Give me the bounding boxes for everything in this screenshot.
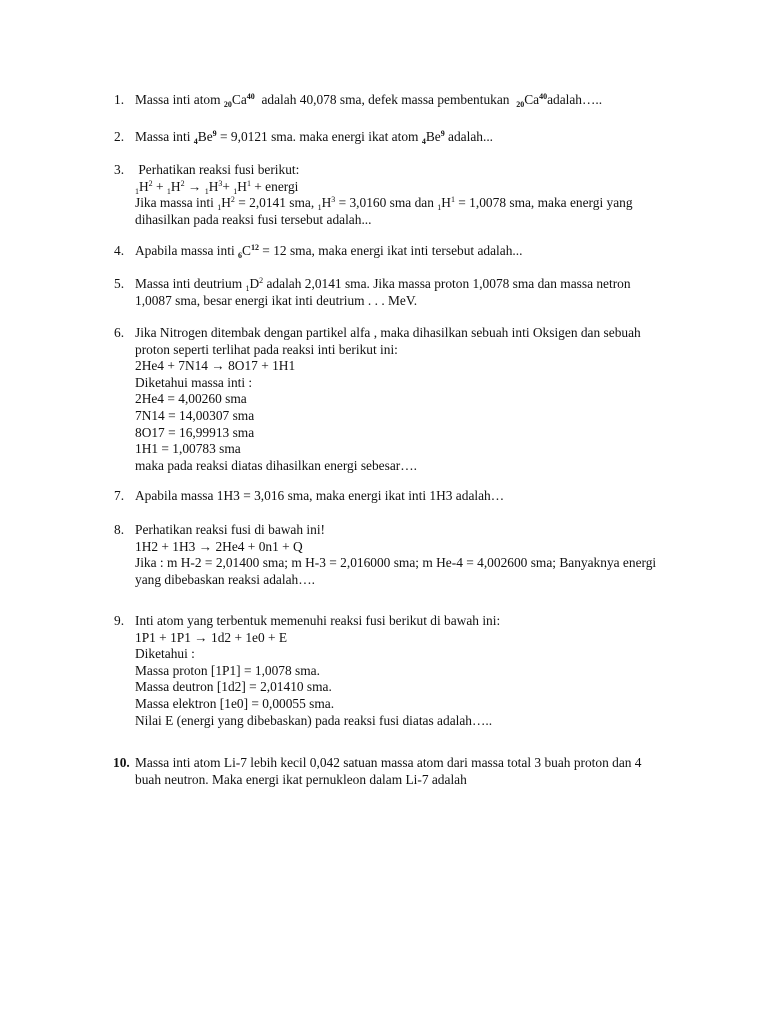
question-5 bbox=[114, 276, 680, 309]
text-run: Massa inti bbox=[135, 129, 194, 144]
text-run: = 3,0160 sma dan bbox=[335, 195, 438, 211]
question-8 bbox=[114, 522, 680, 588]
given-value: 1H1 = 1,00783 sma bbox=[135, 441, 241, 457]
question-number: 7. bbox=[114, 488, 125, 503]
given-value: Massa deutron [1d2] = 2,01410 sma. bbox=[135, 679, 332, 695]
element-symbol: H bbox=[221, 195, 231, 211]
mass-number: 1 bbox=[450, 195, 455, 205]
text-run: adalah 40,078 sma, defek massa pembentukan bbox=[254, 92, 517, 107]
element-symbol: Ca bbox=[231, 92, 247, 107]
question-text: Jika : m H-2 = 2,01400 sma; m H-3 = 2,016000 sma; m He-4 = 4,002600 sma; Banyaknya energi bbox=[135, 555, 657, 571]
text-run: = 12 sma, maka energi ikat inti tersebut adalah... bbox=[258, 243, 523, 258]
mass-number: 9 bbox=[440, 129, 445, 138]
element-symbol: D bbox=[249, 276, 260, 291]
given-value: 7N14 = 14,00307 sma bbox=[135, 407, 255, 423]
text-run: = 1,0078 sma, maka energi yang bbox=[454, 195, 633, 211]
atomic-number: 1 bbox=[233, 186, 238, 196]
mass-number: 2 bbox=[230, 195, 235, 205]
atomic-number: 1 bbox=[245, 284, 250, 293]
atomic-number: 4 bbox=[421, 137, 426, 146]
atomic-number: 1 bbox=[135, 186, 139, 196]
question-7 bbox=[114, 488, 680, 505]
atomic-number: 20 bbox=[223, 100, 232, 109]
question-number: 5. bbox=[114, 276, 125, 291]
reaction-equation: 2He4 + 7N14 → 8O17 + 1H1 bbox=[135, 358, 296, 374]
question-number: 4. bbox=[114, 243, 125, 258]
question-text: Apabila massa 1H3 = 3,016 sma, maka energi ikat inti 1H3 adalah… bbox=[135, 488, 505, 503]
operator: + bbox=[152, 178, 167, 194]
question-text: Nilai E (energi yang dibebaskan) pada reaksi fusi diatas adalah….. bbox=[135, 712, 493, 728]
atomic-number: 4 bbox=[193, 137, 198, 146]
given-value: Massa elektron [1e0] = 0,00055 sma. bbox=[135, 695, 335, 711]
mass-number: 2 bbox=[148, 178, 153, 188]
element-symbol: H bbox=[321, 195, 332, 211]
element-symbol: H bbox=[170, 178, 181, 194]
operator: + bbox=[222, 178, 234, 194]
question-intro: Perhatikan reaksi fusi berikut: bbox=[135, 162, 300, 177]
question-text: maka pada reaksi diatas dihasilkan energi sebesar…. bbox=[135, 457, 417, 473]
element-symbol: Ca bbox=[524, 92, 540, 107]
atomic-number: 20 bbox=[516, 100, 525, 109]
given-value: Massa proton [1P1] = 1,0078 sma. bbox=[135, 662, 320, 678]
element-symbol: H bbox=[139, 178, 149, 194]
text-run: Massa inti atom bbox=[135, 92, 224, 107]
question-text: Perhatikan reaksi fusi di bawah ini! bbox=[135, 522, 326, 537]
question-3 bbox=[114, 162, 680, 228]
mass-number: 1 bbox=[246, 178, 251, 188]
reaction-equation: 1H2 + 1H3 → 2He4 + 0n1 + Q bbox=[135, 538, 303, 554]
question-text: dihasilkan pada reaksi fusi tersebut adalah... bbox=[135, 211, 372, 227]
question-number: 8. bbox=[114, 522, 125, 537]
mass-number: 3 bbox=[331, 195, 336, 205]
mass-number: 40 bbox=[539, 92, 548, 101]
reaction-equation bbox=[135, 179, 680, 196]
mass-number: 2 bbox=[259, 276, 264, 285]
atomic-number: 1 bbox=[217, 203, 222, 213]
question-number: 2. bbox=[114, 129, 125, 144]
question-text: proton seperti terlihat pada reaksi inti berikut ini: bbox=[135, 341, 398, 357]
element-symbol: Be bbox=[197, 129, 213, 144]
given-value: 2He4 = 4,00260 sma bbox=[135, 391, 247, 407]
mass-number: 12 bbox=[250, 243, 259, 252]
mass-number: 3 bbox=[218, 178, 223, 188]
question-number: 9. bbox=[114, 613, 125, 628]
question-9 bbox=[114, 613, 680, 729]
question-text: 1,0087 sma, besar energi ikat inti deutrium . . . MeV. bbox=[135, 292, 418, 308]
atomic-number: 6 bbox=[238, 251, 243, 260]
element-symbol: H bbox=[237, 178, 247, 194]
question-text: Inti atom yang terbentuk memenuhi reaksi fusi berikut di bawah ini: bbox=[135, 613, 501, 628]
question-text: Massa inti atom Li-7 lebih kecil 0,042 satuan massa atom dari massa total 3 buah proton dan 4 bbox=[135, 755, 642, 770]
question-number: 6. bbox=[114, 325, 125, 340]
question-text bbox=[135, 243, 680, 260]
question-text bbox=[135, 129, 680, 146]
text-run: = 9,0121 sma. maka energi ikat atom bbox=[216, 129, 422, 144]
mass-number: 2 bbox=[180, 178, 185, 188]
given-label: Diketahui massa inti : bbox=[135, 374, 253, 390]
mass-number: 40 bbox=[246, 92, 255, 101]
question-number: 10. bbox=[113, 755, 130, 770]
question-text: yang dibebaskan reaksi adalah…. bbox=[135, 571, 315, 587]
text-run: adalah... bbox=[444, 129, 494, 144]
question-6 bbox=[114, 325, 680, 474]
text-run: + energi bbox=[250, 178, 299, 194]
text-run: adalah….. bbox=[547, 92, 603, 107]
question-text: Jika Nitrogen ditembak dengan partikel alfa , maka dihasilkan sebuah inti Oksigen dan sebuah bbox=[135, 325, 641, 340]
question-text: buah neutron. Maka energi ikat pernukleon dalam Li-7 adalah bbox=[135, 771, 467, 787]
element-symbol: H bbox=[441, 195, 451, 211]
question-10 bbox=[113, 755, 680, 788]
text-run: Massa inti deutrium bbox=[135, 276, 246, 291]
atomic-number: 1 bbox=[437, 203, 442, 213]
text-run: = 2,0141 sma, bbox=[234, 195, 318, 211]
text-run: Jika massa inti bbox=[135, 195, 218, 211]
question-number: 1. bbox=[114, 92, 125, 107]
question-number: 3. bbox=[114, 162, 125, 177]
given-label: Diketahui : bbox=[135, 646, 195, 662]
mass-data-line bbox=[135, 195, 680, 212]
atomic-number: 1 bbox=[317, 203, 322, 213]
element-symbol: H bbox=[208, 178, 219, 194]
atomic-number: 1 bbox=[166, 186, 171, 196]
question-1 bbox=[114, 92, 680, 109]
question-text bbox=[135, 276, 680, 293]
question-4 bbox=[114, 243, 680, 260]
question-2 bbox=[114, 129, 680, 146]
reaction-equation: 1P1 + 1P1 → 1d2 + 1e0 + E bbox=[135, 629, 288, 645]
element-symbol: C bbox=[242, 243, 251, 258]
text-run: Apabila massa inti bbox=[135, 243, 239, 258]
mass-number: 9 bbox=[212, 129, 217, 138]
question-text bbox=[135, 92, 680, 109]
arrow: → bbox=[184, 178, 205, 194]
element-symbol: Be bbox=[425, 129, 441, 144]
atomic-number: 1 bbox=[204, 186, 209, 196]
text-run: adalah 2,0141 sma. Jika massa proton 1,0078 sma dan massa netron bbox=[263, 276, 631, 291]
given-value: 8O17 = 16,99913 sma bbox=[135, 424, 255, 440]
